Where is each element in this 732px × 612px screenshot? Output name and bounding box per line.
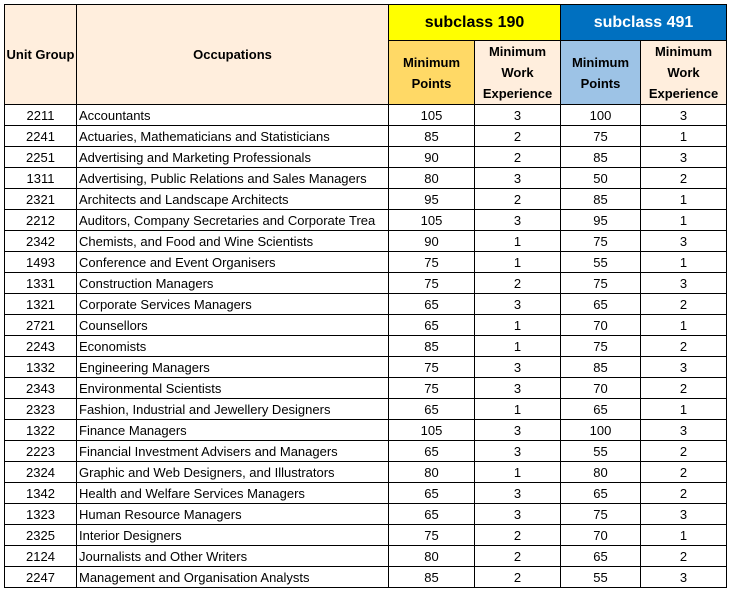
table-row <box>5 420 727 441</box>
unit-group-cell[interactable]: 1323 <box>5 504 77 525</box>
occupation-cell[interactable]: Auditors, Company Secretaries and Corporate Trea <box>77 210 389 231</box>
occupation-cell[interactable]: Advertising and Marketing Professionals <box>77 147 389 168</box>
occupation-cell[interactable]: Counsellors <box>77 315 389 336</box>
occupation-cell[interactable]: Health and Welfare Services Managers <box>77 483 389 504</box>
min-work-exp-491-cell[interactable]: 1 <box>641 126 727 147</box>
min-points-190-cell[interactable]: 105 <box>389 420 475 441</box>
min-work-exp-491-cell[interactable]: 3 <box>641 504 727 525</box>
min-points-491-cell[interactable]: 80 <box>561 462 641 483</box>
occupation-cell[interactable]: Engineering Managers <box>77 357 389 378</box>
table-row <box>5 567 727 588</box>
min-work-exp-190-cell[interactable]: 3 <box>475 168 561 189</box>
min-work-exp-491-cell[interactable]: 3 <box>641 357 727 378</box>
table-row <box>5 252 727 273</box>
min-work-exp-190-cell[interactable]: 2 <box>475 189 561 210</box>
table-row <box>5 273 727 294</box>
table-row <box>5 378 727 399</box>
unit-group-cell[interactable]: 2124 <box>5 546 77 567</box>
min-points-190-cell[interactable]: 75 <box>389 525 475 546</box>
table-row <box>5 210 727 231</box>
occupation-cell[interactable]: Human Resource Managers <box>77 504 389 525</box>
min-work-exp-491-cell[interactable]: 2 <box>641 546 727 567</box>
table-body <box>5 105 727 588</box>
min-points-190-cell[interactable]: 80 <box>389 462 475 483</box>
occupations-header[interactable] <box>77 5 389 105</box>
min-work-exp-491-cell[interactable]: 2 <box>641 378 727 399</box>
occupation-cell[interactable]: Corporate Services Managers <box>77 294 389 315</box>
occupation-cell[interactable]: Advertising, Public Relations and Sales Managers <box>77 168 389 189</box>
min-work-exp-190-cell[interactable]: 1 <box>475 336 561 357</box>
unit-group-cell[interactable]: 1342 <box>5 483 77 504</box>
min-points-491-cell[interactable]: 100 <box>561 105 641 126</box>
min-work-exp-491-cell[interactable]: 3 <box>641 147 727 168</box>
min-work-exp-190-cell[interactable]: 2 <box>475 567 561 588</box>
occupations-header-label: Occupations <box>193 47 272 62</box>
min-points-190-cell[interactable]: 95 <box>389 189 475 210</box>
min-work-exp-190-header[interactable] <box>475 41 561 105</box>
min-work-exp-491-cell[interactable]: 1 <box>641 189 727 210</box>
min-work-exp-491-cell[interactable]: 3 <box>641 105 727 126</box>
min-points-190-cell[interactable]: 105 <box>389 105 475 126</box>
min-work-exp-491-cell[interactable]: 3 <box>641 420 727 441</box>
min-work-exp-190-cell[interactable]: 2 <box>475 126 561 147</box>
min-points-190-cell[interactable]: 75 <box>389 273 475 294</box>
occupation-cell[interactable]: Economists <box>77 336 389 357</box>
unit-group-header[interactable] <box>5 5 77 105</box>
min-points-190-cell[interactable]: 65 <box>389 315 475 336</box>
min-points-190-cell[interactable]: 75 <box>389 357 475 378</box>
min-points-491-cell[interactable]: 70 <box>561 315 641 336</box>
min-points-491-cell[interactable]: 95 <box>561 210 641 231</box>
table-row <box>5 168 727 189</box>
min-points-491-header[interactable] <box>561 41 641 105</box>
occupation-cell[interactable]: Finance Managers <box>77 420 389 441</box>
unit-group-cell[interactable]: 1332 <box>5 357 77 378</box>
unit-group-cell[interactable]: 2321 <box>5 189 77 210</box>
min-points-190-cell[interactable]: 65 <box>389 441 475 462</box>
min-points-491-cell[interactable]: 75 <box>561 231 641 252</box>
unit-group-cell[interactable]: 2721 <box>5 315 77 336</box>
table-row <box>5 525 727 546</box>
table-row <box>5 294 727 315</box>
min-work-exp-190-label: Minimum Work Experience <box>482 44 553 101</box>
min-work-exp-491-cell[interactable]: 2 <box>641 336 727 357</box>
min-work-exp-190-cell[interactable]: 3 <box>475 504 561 525</box>
min-work-exp-190-cell[interactable]: 2 <box>475 546 561 567</box>
unit-group-cell[interactable]: 2343 <box>5 378 77 399</box>
min-points-491-cell[interactable]: 75 <box>561 504 641 525</box>
table-row <box>5 483 727 504</box>
min-points-190-cell[interactable]: 80 <box>389 546 475 567</box>
min-points-491-cell[interactable]: 70 <box>561 525 641 546</box>
min-points-491-cell[interactable]: 70 <box>561 378 641 399</box>
min-points-190-cell[interactable]: 80 <box>389 168 475 189</box>
unit-group-cell[interactable]: 2241 <box>5 126 77 147</box>
occupation-cell[interactable]: Management and Organisation Analysts <box>77 567 389 588</box>
min-points-190-cell[interactable]: 65 <box>389 483 475 504</box>
occupation-cell[interactable]: Graphic and Web Designers, and Illustrators <box>77 462 389 483</box>
min-work-exp-491-cell[interactable]: 1 <box>641 315 727 336</box>
min-points-190-cell[interactable]: 105 <box>389 210 475 231</box>
min-points-190-cell[interactable]: 65 <box>389 504 475 525</box>
subclass-190-header[interactable]: subclass 190 <box>389 5 561 41</box>
min-work-exp-190-cell[interactable]: 3 <box>475 210 561 231</box>
table-row <box>5 441 727 462</box>
occupation-cell[interactable]: Conference and Event Organisers <box>77 252 389 273</box>
min-work-exp-190-cell[interactable]: 1 <box>475 252 561 273</box>
unit-group-cell[interactable]: 2212 <box>5 210 77 231</box>
table-row <box>5 126 727 147</box>
unit-group-cell[interactable]: 2323 <box>5 399 77 420</box>
occupation-cell[interactable]: Interior Designers <box>77 525 389 546</box>
table-row <box>5 105 727 126</box>
min-points-190-label: Minimum Points <box>402 54 461 91</box>
min-work-exp-491-cell[interactable]: 1 <box>641 210 727 231</box>
unit-group-cell[interactable]: 2211 <box>5 105 77 126</box>
min-work-exp-491-cell[interactable]: 3 <box>641 567 727 588</box>
occupation-cell[interactable]: Accountants <box>77 105 389 126</box>
min-points-190-header[interactable] <box>389 41 475 105</box>
unit-group-cell[interactable]: 2243 <box>5 336 77 357</box>
min-work-exp-190-cell[interactable]: 3 <box>475 357 561 378</box>
min-points-190-cell[interactable]: 85 <box>389 567 475 588</box>
min-work-exp-190-cell[interactable]: 3 <box>475 105 561 126</box>
unit-group-cell[interactable]: 1331 <box>5 273 77 294</box>
min-points-491-cell[interactable]: 75 <box>561 273 641 294</box>
min-points-491-cell[interactable]: 55 <box>561 567 641 588</box>
min-work-exp-190-cell[interactable]: 2 <box>475 273 561 294</box>
min-work-exp-190-cell[interactable]: 3 <box>475 378 561 399</box>
min-points-190-cell[interactable]: 65 <box>389 399 475 420</box>
min-work-exp-491-cell[interactable]: 2 <box>641 168 727 189</box>
table-row <box>5 189 727 210</box>
min-work-exp-491-cell[interactable]: 2 <box>641 462 727 483</box>
table-row <box>5 315 727 336</box>
table-row <box>5 231 727 252</box>
min-points-491-cell[interactable]: 85 <box>561 357 641 378</box>
table-row <box>5 147 727 168</box>
min-work-exp-190-cell[interactable]: 1 <box>475 399 561 420</box>
occupation-cell[interactable]: Journalists and Other Writers <box>77 546 389 567</box>
min-points-491-label: Minimum Points <box>571 54 630 91</box>
min-work-exp-491-cell[interactable]: 2 <box>641 294 727 315</box>
min-points-190-cell[interactable]: 90 <box>389 147 475 168</box>
unit-group-cell[interactable]: 1322 <box>5 420 77 441</box>
min-points-190-cell[interactable]: 75 <box>389 378 475 399</box>
min-points-190-cell[interactable]: 85 <box>389 126 475 147</box>
min-points-190-cell[interactable]: 65 <box>389 294 475 315</box>
min-points-491-cell[interactable]: 65 <box>561 294 641 315</box>
min-work-exp-190-cell[interactable]: 1 <box>475 462 561 483</box>
min-work-exp-491-cell[interactable]: 1 <box>641 252 727 273</box>
occupation-cell[interactable]: Actuaries, Mathematicians and Statisticians <box>77 126 389 147</box>
min-work-exp-491-cell[interactable]: 3 <box>641 231 727 252</box>
min-points-491-cell[interactable]: 65 <box>561 546 641 567</box>
unit-group-cell[interactable]: 2251 <box>5 147 77 168</box>
unit-group-cell[interactable]: 2342 <box>5 231 77 252</box>
table-row <box>5 462 727 483</box>
min-work-exp-491-cell[interactable]: 3 <box>641 273 727 294</box>
min-points-491-cell[interactable]: 85 <box>561 189 641 210</box>
occupation-cell[interactable]: Financial Investment Advisers and Managers <box>77 441 389 462</box>
unit-group-cell[interactable]: 1311 <box>5 168 77 189</box>
min-points-491-cell[interactable]: 65 <box>561 399 641 420</box>
min-points-491-cell[interactable]: 75 <box>561 336 641 357</box>
occupation-cell[interactable]: Chemists, and Food and Wine Scientists <box>77 231 389 252</box>
min-points-491-cell[interactable]: 85 <box>561 147 641 168</box>
table-row <box>5 504 727 525</box>
min-points-190-cell[interactable]: 90 <box>389 231 475 252</box>
unit-group-cell[interactable]: 1493 <box>5 252 77 273</box>
min-points-190-cell[interactable]: 85 <box>389 336 475 357</box>
min-points-491-cell[interactable]: 75 <box>561 126 641 147</box>
occupation-cell[interactable]: Architects and Landscape Architects <box>77 189 389 210</box>
unit-group-cell[interactable]: 2247 <box>5 567 77 588</box>
table-row <box>5 546 727 567</box>
min-points-491-cell[interactable]: 50 <box>561 168 641 189</box>
min-work-exp-491-cell[interactable]: 1 <box>641 399 727 420</box>
min-work-exp-190-cell[interactable]: 3 <box>475 441 561 462</box>
occupation-cell[interactable]: Fashion, Industrial and Jewellery Designers <box>77 399 389 420</box>
table-row <box>5 399 727 420</box>
table-row <box>5 336 727 357</box>
occupation-table <box>4 4 727 588</box>
min-points-190-cell[interactable]: 75 <box>389 252 475 273</box>
occupation-cell[interactable]: Environmental Scientists <box>77 378 389 399</box>
min-work-exp-491-cell[interactable]: 1 <box>641 525 727 546</box>
min-work-exp-491-cell[interactable]: 2 <box>641 441 727 462</box>
unit-group-cell[interactable]: 2325 <box>5 525 77 546</box>
unit-group-cell[interactable]: 1321 <box>5 294 77 315</box>
min-work-exp-190-cell[interactable]: 2 <box>475 525 561 546</box>
min-work-exp-190-cell[interactable]: 2 <box>475 147 561 168</box>
unit-group-cell[interactable]: 2223 <box>5 441 77 462</box>
min-work-exp-190-cell[interactable]: 1 <box>475 231 561 252</box>
min-work-exp-190-cell[interactable]: 1 <box>475 315 561 336</box>
min-work-exp-190-cell[interactable]: 3 <box>475 483 561 504</box>
unit-group-cell[interactable]: 2324 <box>5 462 77 483</box>
table-row <box>5 357 727 378</box>
min-work-exp-190-cell[interactable]: 3 <box>475 420 561 441</box>
occupation-cell[interactable]: Construction Managers <box>77 273 389 294</box>
min-work-exp-491-label: Minimum Work Experience <box>648 44 719 101</box>
min-work-exp-190-cell[interactable]: 3 <box>475 294 561 315</box>
min-work-exp-491-header[interactable] <box>641 41 727 105</box>
subclass-491-header[interactable]: subclass 491 <box>561 5 727 41</box>
unit-group-header-label: Unit Group <box>6 47 75 62</box>
min-points-491-cell[interactable]: 100 <box>561 420 641 441</box>
min-points-491-cell[interactable]: 55 <box>561 441 641 462</box>
min-work-exp-491-cell[interactable]: 2 <box>641 483 727 504</box>
min-points-491-cell[interactable]: 55 <box>561 252 641 273</box>
min-points-491-cell[interactable]: 65 <box>561 483 641 504</box>
